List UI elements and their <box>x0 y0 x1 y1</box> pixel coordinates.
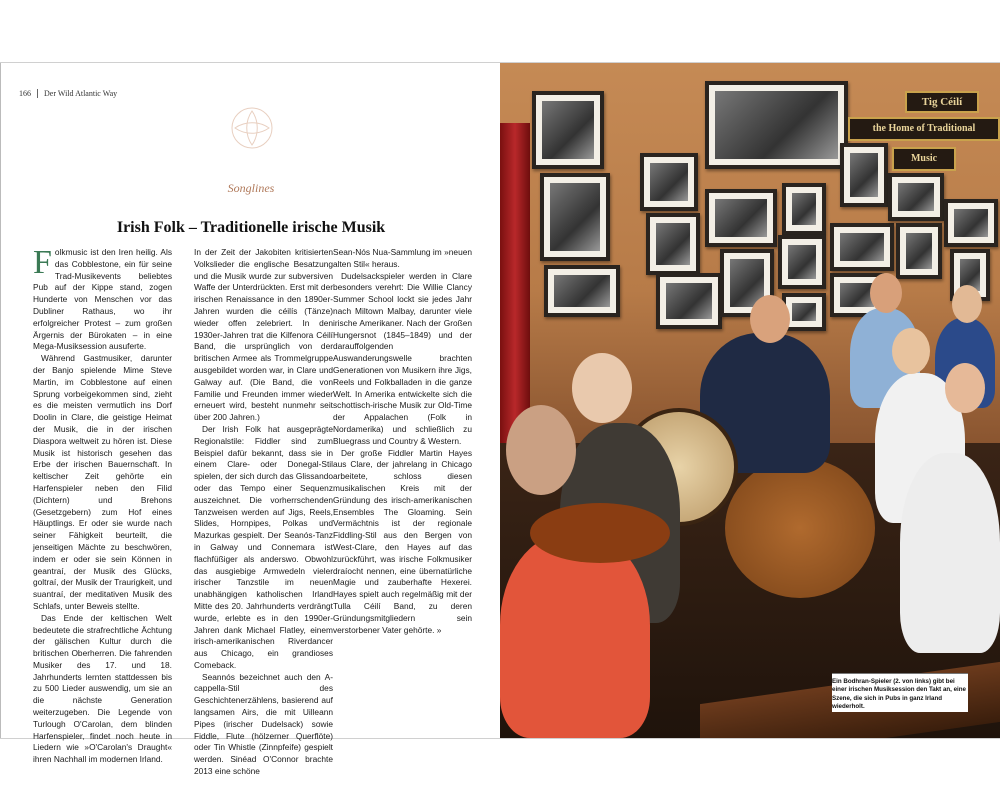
text-column-1 <box>33 244 172 766</box>
person-head <box>750 295 790 343</box>
picture-frame <box>532 91 604 169</box>
picture-frame <box>778 235 826 289</box>
section-label: Songlines <box>227 181 275 195</box>
text-column-3 <box>333 247 472 636</box>
pub-sign-home: the Home of Traditional <box>848 117 1000 141</box>
fiddler-left <box>500 533 650 738</box>
article-body <box>33 244 473 777</box>
paragraph: Folkmusic ist den Iren heilig. Als das Cobblestone, ein für seine Trad-Musikevents beliebtes Pub auf der Kippe stand, zogen Hunderte von Menschen vor das Dubliner Rathaus, wo ihr erfolgreicher Protest – zum großen Ärgernis der Bürokaten – in eine Mega-Musiksession ausuferte. <box>33 244 172 352</box>
left-page <box>0 63 501 777</box>
fiddler-right <box>900 453 1000 653</box>
paragraph: Dudelsackspieler werden in Clare besonders verehrt: Die Willie Clancy Summer School lockt sie jedes Jahr nach Miltown Malbay, darunter viele irische Amerikaner. Nach der Großen Hungersnot (1845–1849) und der darauffolgenden Auswanderungswelle brachten Generationen von Musikern ihre Jigs, Reels und Folkballaden in die ganze Welt. In Amerika entwickelte sich die schottisch-irische Musik zur Old-Time der Appalachen (Folk in Nordamerika) und schließlich zu Bluegrass und Country & Western. <box>333 270 472 446</box>
section-title: Der Wild Atlantic Way <box>44 89 118 98</box>
paragraph: Seannós bezeichnet auch den A-cappella-Stil des Geschichtenerzählens, basierend auf langsamen Airs, die mit Uilleann Pipes (irischer Dudelsack) sowie Fiddle, Flute (hölzerner Querflöte) oder Tin Whistle (Zinnpfeife) gespielt werden. Sinéad O'Connor brachte 2013 eine schöne <box>194 671 333 777</box>
running-header <box>19 89 117 98</box>
picture-frame <box>782 183 826 235</box>
picture-frame <box>840 143 888 207</box>
paragraph: Der Irish Folk hat ausgeprägte Regionalstile: Fiddler sind zum Beispiel dafür bekannt, dass sie in einem Clare- oder Donegal-Stil spielen, der sich durch das Glissando oder das Tempo einer Sequenz auszeichnet. Die vorherrschenden Tanzweisen werden auf Jigs, Reels, Slides, Hornpipes, Polkas und Mazurkas gespielt. Der Seanós-Tanz in Galway und Connemara ist flachfüßiger als anderswo. Obwohl das ausgiebige Armwedeln vieler irischer Tanzstile im neuen unabhängigen katholischen Irland Mitte des 20. Jahrhunderts verdrängt wurde, erlebte es in den 1990er-Jahren dank Michael Flatley, einem irisch-amerikanischen Riverdancer aus Chicago, ein grandioses Comeback. <box>194 423 333 670</box>
drop-cap: F <box>33 244 52 281</box>
picture-frame <box>830 223 894 271</box>
paragraph: Der große Fiddler Martin Hayes aus Clare, der jahrelang in Chicago arbeitete, schloss diesen musikalischen Kreis mit der Gründung des irisch-amerikanischen Ensembles The Gloaming. Sein Vermächtnis ist der regionale Fiddling-Stil aus den Bergen von West-Clare, den Hayes auf das zurückführt, was irische Folkmusiker draíocht nennen, eine übernatürliche Magie und zauberhafte Hexerei. Hayes spielt auch regelmäßig mit der Tulla Céilí Band, zu deren Gründungsmitgliedern sein verstorbener Vater gehörte. » <box>333 447 472 635</box>
person-head <box>892 328 930 374</box>
picture-frame <box>646 213 700 275</box>
page-number: 166 <box>19 89 38 98</box>
fiddle-frame <box>705 81 848 169</box>
red-curtain <box>500 123 530 443</box>
pub-sign-top: Tig Céilí <box>905 91 979 113</box>
text-column-2 <box>194 247 333 778</box>
paragraph: In der Zeit der Jakobiten kritisierten Volkslieder die englische Besatzung und die Musik wurde zur subversiven Waffe der Unterdrückten. Erst mit der irischen Renaissance in den 1890er-Jahren wurden die céilís (Tänze) wieder offen zelebriert. In den 1930er-Jahren trat die Kilfenora Céilí Band, die ursprünglich von der britischen Armee als Trommelgruppe ausgebildet worden war, in Clare und Galway auf. (Die Band, die von Familie und Freunden immer wieder erneuert wird, besteht nunmehr seit über 200 Jahren.) <box>194 247 333 423</box>
picture-frame <box>640 153 698 211</box>
book-spread <box>0 62 1000 777</box>
person-head <box>952 285 982 323</box>
picture-frame <box>888 173 944 221</box>
round-table <box>725 458 875 598</box>
person-head <box>945 363 985 413</box>
paragraph: Sean-Nós Nua-Sammlung im »neuen alten Stil« heraus. <box>333 247 472 269</box>
picture-frame <box>944 199 998 247</box>
person-head <box>870 273 902 313</box>
pub-photo <box>500 63 1000 738</box>
picture-frame <box>896 223 942 279</box>
pub-sign-music: Music <box>892 147 956 171</box>
person-head <box>506 405 576 495</box>
picture-frame <box>544 265 620 317</box>
paragraph: Während Gastmusiker, darunter der Banjo spielende Mime Steve Martin, im Cobblestone auf einen Sprung vorbeigekommen sind, zieht es die meisten vermutlich ins Dorf Doolin in Clare, die geistige Heimat der Musik, die in der irischen Diaspora weltweit zu hören ist. Diese Musik ist historisch gesehen das Erbe der irischen Bauernschaft. In keltischer Zeit gehörte ein Harfenspieler neben den Filid (Dichtern) und Brehons (Gesetzgebern) zum Hof eines Häuptlings. Er oder sie wurde nach seiner Fähigkeit beurteilt, die jenseitigen Mächte zu beschwören, indem er oder sie sein Können in geantraí, der Musik des Glücks, goltraí, der Musik der Traurigkeit, und suantraí, der meditativen Musik des Schlafs, unter Beweis stellte. <box>33 353 172 611</box>
fiddle-icon <box>530 503 670 563</box>
picture-frame <box>656 273 722 329</box>
person-head <box>572 353 632 423</box>
picture-frame <box>705 189 777 247</box>
article-headline: Irish Folk – Traditionelle irische Musik <box>116 219 386 236</box>
paragraph: Das Ende der keltischen Welt bedeutete die strafrechtliche Ächtung der gälischen Kultur durch die britischen Oberherren. Die fahrenden Musiker des 17. und 18. Jahrhunderts lernten stattdessen bis zu 500 Lieder auswendig, um sie an die nächste Generation weiterzugeben. Die Legende von Turlough O'Carolan, dem blinden Harfenspieler, findet noch heute in Liedern wie »O'Carolan's Draught« ihren Nachhall im modernen Irland. <box>33 612 172 765</box>
picture-frame <box>540 173 610 261</box>
photo-caption: Ein Bodhran-Spieler (2. von links) gibt bei einer irischen Musiksession den Takt an, eine Szene, die sich in Pubs in ganz Irland wiederholt. <box>832 673 968 712</box>
songlines-emblem-icon <box>227 103 277 153</box>
